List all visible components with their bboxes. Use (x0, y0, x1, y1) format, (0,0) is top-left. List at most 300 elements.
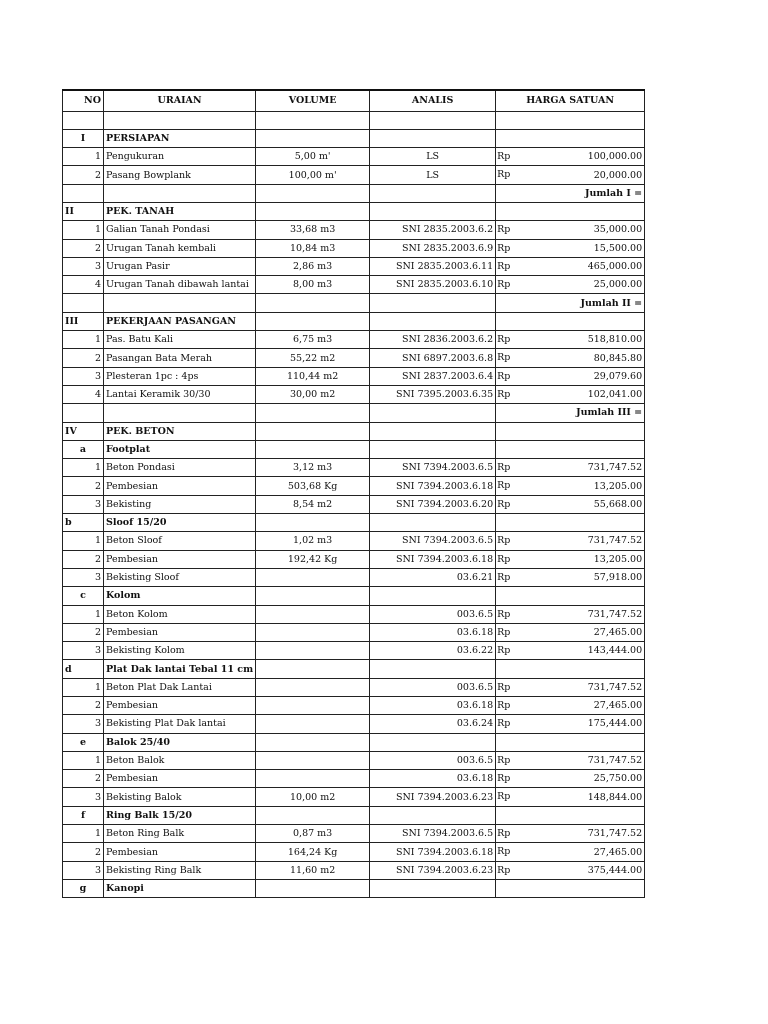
item-unit-price (496, 276, 645, 294)
table-row (63, 166, 645, 184)
price-amount: 15,500.00 (593, 242, 643, 254)
section-title: PEK. TANAH (104, 202, 256, 220)
item-description: Plesteran 1pc : 4ps (104, 367, 256, 385)
empty-cell (370, 806, 496, 824)
subtotal-label: Jumlah III = (496, 404, 645, 422)
item-description: Urugan Pasir (104, 257, 256, 275)
item-analysis-code: SNI 7394.2003.6.5 (370, 459, 496, 477)
item-volume: 503,68 Kg (256, 477, 370, 495)
empty-cell (63, 184, 104, 202)
item-analysis-code: 03.6.21 (370, 568, 496, 586)
item-description: Pasangan Bata Merah (104, 349, 256, 367)
currency-label: Rp (497, 864, 511, 876)
price-amount: 29,079.60 (593, 370, 643, 382)
table-row (63, 276, 645, 294)
empty-cell (370, 587, 496, 605)
header-no: NO (63, 90, 104, 111)
empty-cell (256, 184, 370, 202)
empty-cell (256, 440, 370, 458)
item-analysis-code: 003.6.5 (370, 751, 496, 769)
currency-label: Rp (497, 480, 511, 492)
section-row (63, 312, 645, 330)
item-volume: 33,68 m3 (256, 221, 370, 239)
header-volume: VOLUME (256, 90, 370, 111)
section-title: Kolom (104, 587, 256, 605)
table-row (63, 367, 645, 385)
item-description: Beton Sloof (104, 532, 256, 550)
item-number: 3 (63, 788, 104, 806)
item-unit-price (496, 825, 645, 843)
section-row (63, 422, 645, 440)
item-number: 2 (63, 239, 104, 257)
item-unit-price (496, 568, 645, 586)
item-description: Pembesian (104, 477, 256, 495)
section-title: Balok 25/40 (104, 733, 256, 751)
table-row (63, 642, 645, 660)
section-title: PEKERJAAN PASANGAN (104, 312, 256, 330)
currency-label: Rp (497, 791, 511, 803)
section-row (63, 879, 645, 897)
item-analysis-code: 03.6.18 (370, 623, 496, 641)
section-row (63, 660, 645, 678)
subtotal-row (63, 404, 645, 422)
price-amount: 100,000.00 (587, 151, 643, 163)
table-row (63, 678, 645, 696)
table-row (63, 257, 645, 275)
price-amount: 731,747.52 (587, 608, 643, 620)
item-volume: 30,00 m2 (256, 385, 370, 403)
item-number: 3 (63, 861, 104, 879)
item-description: Pembesian (104, 770, 256, 788)
empty-cell (104, 294, 256, 312)
item-number: 1 (63, 678, 104, 696)
currency-label: Rp (497, 462, 511, 474)
currency-label: Rp (497, 626, 511, 638)
price-amount: 731,747.52 (587, 828, 643, 840)
item-unit-price (496, 166, 645, 184)
empty-cell (496, 312, 645, 330)
empty-cell (370, 111, 496, 129)
item-volume (256, 642, 370, 660)
item-unit-price (496, 349, 645, 367)
item-unit-price (496, 642, 645, 660)
empty-cell (496, 111, 645, 129)
table-row (63, 751, 645, 769)
empty-cell (370, 294, 496, 312)
empty-cell (496, 129, 645, 147)
item-analysis-code: SNI 6897.2003.6.8 (370, 349, 496, 367)
item-number: 2 (63, 843, 104, 861)
item-description: Urugan Tanah kembali (104, 239, 256, 257)
empty-cell (370, 184, 496, 202)
item-number: 3 (63, 495, 104, 513)
section-row (63, 806, 645, 824)
table-row (63, 349, 645, 367)
item-analysis-code: SNI 7394.2003.6.23 (370, 861, 496, 879)
item-volume: 8,54 m2 (256, 495, 370, 513)
item-analysis-code: SNI 7394.2003.6.18 (370, 477, 496, 495)
header-analis: ANALIS (370, 90, 496, 111)
empty-cell (256, 733, 370, 751)
item-volume: 10,84 m3 (256, 239, 370, 257)
item-volume: 192,42 Kg (256, 550, 370, 568)
item-volume (256, 715, 370, 733)
empty-cell (63, 294, 104, 312)
section-number: II (63, 202, 104, 220)
empty-cell (370, 733, 496, 751)
item-description: Bekisting Balok (104, 788, 256, 806)
price-amount: 731,747.52 (587, 462, 643, 474)
section-title: Footplat (104, 440, 256, 458)
empty-cell (256, 111, 370, 129)
currency-label: Rp (497, 169, 511, 181)
item-description: Pas. Batu Kali (104, 331, 256, 349)
currency-label: Rp (497, 279, 511, 291)
empty-cell (256, 660, 370, 678)
section-title: Sloof 15/20 (104, 514, 256, 532)
section-row (63, 129, 645, 147)
table-row (63, 221, 645, 239)
item-description: Bekisting (104, 495, 256, 513)
item-unit-price (496, 605, 645, 623)
item-analysis-code: LS (370, 166, 496, 184)
item-analysis-code: SNI 2836.2003.6.2 (370, 331, 496, 349)
empty-cell (496, 587, 645, 605)
item-number: 1 (63, 532, 104, 550)
empty-cell (63, 111, 104, 129)
item-number: 1 (63, 221, 104, 239)
empty-cell (256, 404, 370, 422)
section-row (63, 440, 645, 458)
item-volume: 2,86 m3 (256, 257, 370, 275)
section-row (63, 733, 645, 751)
empty-cell (370, 440, 496, 458)
item-analysis-code: SNI 7394.2003.6.23 (370, 788, 496, 806)
price-amount: 27,465.00 (593, 700, 643, 712)
item-analysis-code: LS (370, 148, 496, 166)
table-row (63, 697, 645, 715)
item-volume (256, 605, 370, 623)
item-number: 3 (63, 642, 104, 660)
subtotal-row (63, 184, 645, 202)
item-analysis-code: SNI 7394.2003.6.5 (370, 825, 496, 843)
item-analysis-code: SNI 2835.2003.6.10 (370, 276, 496, 294)
item-unit-price (496, 331, 645, 349)
item-unit-price (496, 495, 645, 513)
item-analysis-code: SNI 2835.2003.6.2 (370, 221, 496, 239)
price-amount: 57,918.00 (593, 572, 643, 584)
price-amount: 175,444.00 (587, 718, 643, 730)
price-amount: 27,465.00 (593, 846, 643, 858)
item-volume: 0,87 m3 (256, 825, 370, 843)
table-row (63, 148, 645, 166)
section-number: e (63, 733, 104, 751)
section-number: IV (63, 422, 104, 440)
item-unit-price (496, 788, 645, 806)
table-row (63, 788, 645, 806)
table-row (63, 843, 645, 861)
item-analysis-code: SNI 7394.2003.6.5 (370, 532, 496, 550)
section-title: PERSIAPAN (104, 129, 256, 147)
item-unit-price (496, 751, 645, 769)
item-number: 2 (63, 166, 104, 184)
item-unit-price (496, 861, 645, 879)
item-analysis-code: SNI 2835.2003.6.11 (370, 257, 496, 275)
table-row (63, 623, 645, 641)
empty-cell (370, 879, 496, 897)
price-amount: 13,205.00 (593, 553, 643, 565)
table-row (63, 568, 645, 586)
empty-cell (496, 422, 645, 440)
price-amount: 25,750.00 (593, 773, 643, 785)
item-description: Pembesian (104, 623, 256, 641)
item-volume: 164,24 Kg (256, 843, 370, 861)
section-number: d (63, 660, 104, 678)
price-amount: 80,845.80 (593, 352, 643, 364)
item-analysis-code: SNI 7394.2003.6.18 (370, 550, 496, 568)
item-volume: 11,60 m2 (256, 861, 370, 879)
currency-label: Rp (497, 224, 511, 236)
empty-cell (256, 587, 370, 605)
item-number: 1 (63, 331, 104, 349)
subtotal-label: Jumlah II = (496, 294, 645, 312)
item-unit-price (496, 239, 645, 257)
item-analysis-code: 03.6.18 (370, 697, 496, 715)
item-number: 3 (63, 257, 104, 275)
empty-cell (370, 422, 496, 440)
item-analysis-code: SNI 7394.2003.6.20 (370, 495, 496, 513)
currency-label: Rp (497, 608, 511, 620)
item-unit-price (496, 678, 645, 696)
item-unit-price (496, 257, 645, 275)
blank-row (63, 111, 645, 129)
price-amount: 465,000.00 (587, 261, 643, 273)
item-description: Bekisting Plat Dak lantai (104, 715, 256, 733)
item-number: 2 (63, 623, 104, 641)
table-row (63, 385, 645, 403)
currency-label: Rp (497, 828, 511, 840)
item-analysis-code: SNI 7395.2003.6.35 (370, 385, 496, 403)
item-description: Beton Kolom (104, 605, 256, 623)
empty-cell (370, 514, 496, 532)
currency-label: Rp (497, 700, 511, 711)
item-analysis-code: 03.6.18 (370, 770, 496, 788)
currency-label: Rp (497, 498, 511, 510)
item-unit-price (496, 715, 645, 733)
price-amount: 375,444.00 (587, 864, 643, 876)
item-volume: 5,00 m' (256, 148, 370, 166)
currency-label: Rp (497, 754, 511, 766)
item-number: 1 (63, 459, 104, 477)
item-unit-price (496, 148, 645, 166)
item-description: Pembesian (104, 697, 256, 715)
item-number: 4 (63, 276, 104, 294)
item-volume: 1,02 m3 (256, 532, 370, 550)
price-amount: 148,844.00 (587, 791, 643, 803)
price-amount: 25,000.00 (593, 279, 643, 291)
item-unit-price (496, 550, 645, 568)
section-number: I (63, 129, 104, 147)
section-number: c (63, 587, 104, 605)
section-row (63, 202, 645, 220)
item-volume (256, 751, 370, 769)
item-description: Pasang Bowplank (104, 166, 256, 184)
currency-label: Rp (497, 260, 511, 272)
item-volume (256, 770, 370, 788)
empty-cell (256, 514, 370, 532)
item-unit-price (496, 532, 645, 550)
item-number: 3 (63, 715, 104, 733)
item-unit-price (496, 385, 645, 403)
section-number: a (63, 440, 104, 458)
empty-cell (256, 202, 370, 220)
item-description: Beton Pondasi (104, 459, 256, 477)
item-number: 2 (63, 477, 104, 495)
section-title: PEK. BETON (104, 422, 256, 440)
item-description: Lantai Keramik 30/30 (104, 385, 256, 403)
empty-cell (256, 129, 370, 147)
empty-cell (496, 202, 645, 220)
empty-cell (370, 660, 496, 678)
section-title: Ring Balk 15/20 (104, 806, 256, 824)
item-analysis-code: SNI 2835.2003.6.9 (370, 239, 496, 257)
item-number: 3 (63, 568, 104, 586)
item-analysis-code: 003.6.5 (370, 605, 496, 623)
currency-label: Rp (497, 352, 511, 364)
item-description: Beton Balok (104, 751, 256, 769)
item-description: Urugan Tanah dibawah lantai (104, 276, 256, 294)
currency-label: Rp (497, 773, 511, 785)
item-number: 2 (63, 349, 104, 367)
item-description: Pembesian (104, 550, 256, 568)
empty-cell (496, 440, 645, 458)
item-number: 2 (63, 770, 104, 788)
item-number: 2 (63, 550, 104, 568)
currency-label: Rp (497, 388, 511, 400)
header-uraian: URAIAN (104, 90, 256, 111)
section-number: f (63, 806, 104, 824)
table-row (63, 331, 645, 349)
item-description: Pengukuran (104, 148, 256, 166)
section-number: III (63, 312, 104, 330)
item-unit-price (496, 477, 645, 495)
item-unit-price (496, 770, 645, 788)
currency-label: Rp (497, 718, 511, 730)
item-description: Beton Ring Balk (104, 825, 256, 843)
currency-label: Rp (497, 151, 511, 163)
table-row (63, 495, 645, 513)
currency-label: Rp (497, 370, 511, 382)
item-description: Bekisting Kolom (104, 642, 256, 660)
item-unit-price (496, 623, 645, 641)
empty-cell (496, 514, 645, 532)
item-description: Bekisting Ring Balk (104, 861, 256, 879)
item-unit-price (496, 221, 645, 239)
table-row (63, 477, 645, 495)
empty-cell (104, 184, 256, 202)
item-number: 3 (63, 367, 104, 385)
currency-label: Rp (497, 846, 511, 858)
subtotal-label: Jumlah I = (496, 184, 645, 202)
item-analysis-code: 03.6.24 (370, 715, 496, 733)
table-row (63, 770, 645, 788)
section-row (63, 587, 645, 605)
item-unit-price (496, 459, 645, 477)
empty-cell (496, 879, 645, 897)
empty-cell (256, 806, 370, 824)
item-volume: 3,12 m3 (256, 459, 370, 477)
item-number: 4 (63, 385, 104, 403)
item-volume (256, 623, 370, 641)
empty-cell (256, 879, 370, 897)
item-number: 1 (63, 751, 104, 769)
item-volume: 100,00 m' (256, 166, 370, 184)
empty-cell (370, 202, 496, 220)
header-row (63, 90, 645, 111)
empty-cell (370, 129, 496, 147)
price-amount: 731,747.52 (587, 755, 643, 767)
currency-label: Rp (497, 645, 511, 657)
section-row (63, 514, 645, 532)
price-amount: 102,041.00 (587, 389, 643, 401)
item-volume (256, 568, 370, 586)
empty-cell (370, 404, 496, 422)
currency-label: Rp (497, 681, 511, 693)
table-row (63, 239, 645, 257)
section-title: Plat Dak lantai Tebal 11 cm (104, 660, 256, 678)
table-row (63, 861, 645, 879)
table-row (63, 825, 645, 843)
item-volume (256, 678, 370, 696)
item-volume: 55,22 m2 (256, 349, 370, 367)
price-amount: 27,465.00 (593, 626, 643, 638)
empty-cell (496, 660, 645, 678)
currency-label: Rp (497, 571, 511, 583)
item-description: Beton Plat Dak Lantai (104, 678, 256, 696)
item-description: Bekisting Sloof (104, 568, 256, 586)
item-volume: 110,44 m2 (256, 367, 370, 385)
currency-label: Rp (497, 535, 511, 547)
table-row (63, 605, 645, 623)
item-analysis-code: 03.6.22 (370, 642, 496, 660)
item-analysis-code: SNI 2837.2003.6.4 (370, 367, 496, 385)
item-number: 2 (63, 697, 104, 715)
item-number: 1 (63, 825, 104, 843)
section-title: Kanopi (104, 879, 256, 897)
item-volume (256, 697, 370, 715)
subtotal-row (63, 294, 645, 312)
item-unit-price (496, 367, 645, 385)
item-analysis-code: 003.6.5 (370, 678, 496, 696)
price-amount: 55,668.00 (593, 498, 643, 510)
price-amount: 731,747.52 (587, 681, 643, 693)
table-row (63, 459, 645, 477)
empty-cell (370, 312, 496, 330)
table-row (63, 532, 645, 550)
price-amount: 143,444.00 (587, 645, 643, 657)
header-harga-satuan: HARGA SATUAN (496, 90, 645, 111)
empty-cell (256, 422, 370, 440)
rab-table (62, 89, 645, 898)
price-amount: 35,000.00 (593, 224, 643, 236)
item-analysis-code: SNI 7394.2003.6.18 (370, 843, 496, 861)
table-row (63, 550, 645, 568)
item-number: 1 (63, 148, 104, 166)
empty-cell (104, 404, 256, 422)
currency-label: Rp (497, 334, 511, 346)
section-number: g (63, 879, 104, 897)
price-amount: 20,000.00 (593, 169, 643, 181)
